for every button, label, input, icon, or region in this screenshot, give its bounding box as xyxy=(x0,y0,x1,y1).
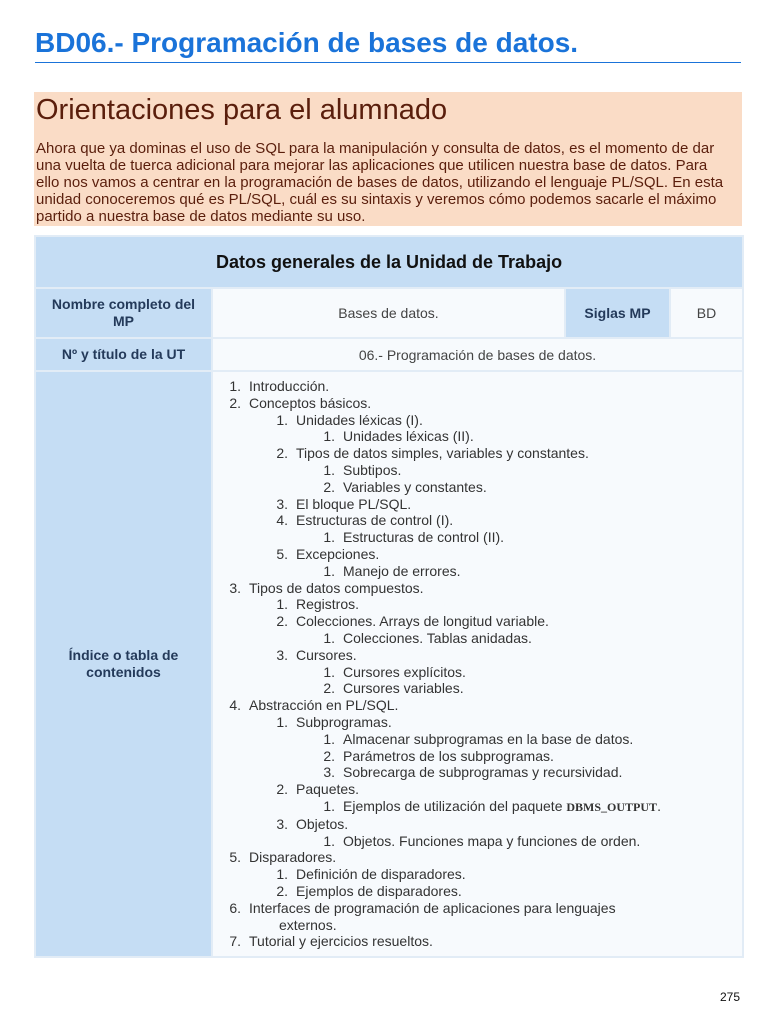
toc-item-text: Manejo de errores. xyxy=(343,562,461,579)
toc-item-text: Excepciones. xyxy=(296,545,380,562)
toc-item-text: Tipos de datos simples, variables y constantes. xyxy=(296,445,589,462)
nombre-mp-value: Bases de datos. xyxy=(212,288,565,338)
toc-list xyxy=(213,378,742,950)
toc-item xyxy=(213,428,742,445)
toc-item-text: Tutorial y ejercicios resueltos. xyxy=(249,933,433,950)
toc-item xyxy=(213,664,742,681)
toc-item-number: 1. xyxy=(229,378,241,394)
toc-item-text: Tipos de datos compuestos. xyxy=(249,579,424,596)
toc-item-number: 5. xyxy=(229,849,241,866)
toc-item-text: Disparadores. xyxy=(249,849,337,866)
toc-item-text: Unidades léxicas (I). xyxy=(296,411,423,428)
orientaciones-line: unidad conoceremos qué es PL/SQL, cuál es su sintaxis y veremos cómo podemos sacarle el máximo xyxy=(36,191,717,208)
toc-item xyxy=(213,781,742,798)
toc-item-number: 1. xyxy=(323,663,335,680)
toc-item-number: 2. xyxy=(276,613,288,630)
toc-item-number: 3. xyxy=(229,579,241,596)
toc-item-text: Interfaces de programación de aplicaciones para lenguajes xyxy=(249,899,616,916)
siglas-mp-value: BD xyxy=(670,288,743,338)
toc-item xyxy=(213,613,742,630)
toc-item xyxy=(213,917,742,934)
page-title: BD06.- Programación de bases de datos. xyxy=(35,25,741,63)
toc-item-text: Colecciones. Tablas anidadas. xyxy=(343,629,532,646)
toc-item xyxy=(213,479,742,496)
toc-item-text: Cursores explícitos. xyxy=(343,663,466,680)
datos-generales-table xyxy=(34,235,744,958)
toc-item-number: 2. xyxy=(276,882,288,899)
toc-item-text: Parámetros de los subprogramas. xyxy=(343,747,554,764)
toc-item-text: Paquetes. xyxy=(296,781,360,798)
toc-item xyxy=(213,764,742,781)
toc-item-number: 1. xyxy=(323,730,335,747)
nombre-mp-label: Nombre completo del MP xyxy=(35,288,212,338)
toc-item-number: 1. xyxy=(276,596,288,613)
toc-item xyxy=(213,630,742,647)
toc-item-text: Definición de disparadores. xyxy=(296,866,466,883)
toc-item-text: Unidades léxicas (II). xyxy=(343,428,474,445)
orientaciones-line: partido a nuestra base de datos mediante su uso. xyxy=(36,208,366,225)
indice-label: Índice o tabla de contenidos xyxy=(35,371,212,957)
toc-item-number: 1. xyxy=(323,797,335,814)
toc-item xyxy=(213,580,742,597)
toc-item-text: Colecciones. Arrays de longitud variable. xyxy=(296,613,549,630)
toc-item-text: Estructuras de control (I). xyxy=(296,512,454,529)
toc-item xyxy=(213,714,742,731)
toc-item xyxy=(213,596,742,613)
toc-item-number: 2. xyxy=(323,680,335,697)
toc-item-number: 1. xyxy=(323,428,335,445)
toc-item-text: Subprogramas. xyxy=(296,713,392,730)
indice-content xyxy=(212,371,743,957)
toc-item xyxy=(213,647,742,664)
ut-value: 06.- Programación de bases de datos. xyxy=(212,338,743,371)
toc-item-text: Ejemplos de disparadores. xyxy=(296,882,462,899)
orientaciones-text xyxy=(36,140,742,225)
toc-item xyxy=(213,563,742,580)
toc-item-text: Cursores variables. xyxy=(343,680,464,697)
toc-item xyxy=(213,445,742,462)
toc-item xyxy=(213,395,742,412)
toc-item xyxy=(213,883,742,900)
toc-item xyxy=(213,680,742,697)
page-number: 275 xyxy=(719,990,740,1004)
toc-item-text: El bloque PL/SQL. xyxy=(296,495,412,512)
toc-item xyxy=(213,866,742,883)
toc-item xyxy=(213,529,742,546)
toc-item-number: 3. xyxy=(276,646,288,663)
toc-item-text: Objetos. Funciones mapa y funciones de orden. xyxy=(343,832,641,849)
orientaciones-line: Ahora que ya dominas el uso de SQL para la manipulación y consulta de datos, es el momento de dar xyxy=(36,140,715,157)
orientaciones-title: Orientaciones para el alumnado xyxy=(36,94,448,126)
toc-item xyxy=(213,731,742,748)
orientaciones-line: ello nos vamos a centrar en la programación de bases de datos, utilizando el lenguaje PL/SQL. En esta xyxy=(36,174,724,191)
toc-item-number: 1. xyxy=(323,529,335,546)
toc-item xyxy=(213,833,742,850)
toc-item xyxy=(213,933,742,950)
toc-item-text: Variables y constantes. xyxy=(343,478,487,495)
toc-item-number: 2. xyxy=(323,747,335,764)
toc-item-number: 2. xyxy=(229,394,241,411)
toc-item-number: 3. xyxy=(323,764,335,781)
toc-item xyxy=(213,849,742,866)
toc-item-number: 5. xyxy=(276,545,288,562)
toc-item-text: Almacenar subprogramas en la base de datos. xyxy=(343,730,634,747)
orientaciones-line: una vuelta de tuerca adicional para mejorar las aplicaciones que utilicen nuestra base de datos. Para xyxy=(36,157,708,174)
toc-item-number: 1. xyxy=(323,461,335,478)
ut-label: Nº y título de la UT xyxy=(35,338,212,371)
toc-item-text: Estructuras de control (II). xyxy=(343,529,505,546)
toc-item xyxy=(213,748,742,765)
toc-item xyxy=(213,512,742,529)
toc-item xyxy=(213,900,742,917)
toc-item-text: Subtipos. xyxy=(343,461,402,478)
toc-item-number: 1. xyxy=(276,411,288,428)
toc-item-number: 4. xyxy=(276,512,288,529)
toc-item xyxy=(213,697,742,714)
toc-item-text: Abstracción en PL/SQL. xyxy=(249,697,399,714)
toc-item-number: 3. xyxy=(276,495,288,512)
toc-item-text: Ejemplos de utilización del paquete xyxy=(343,797,567,814)
toc-item xyxy=(213,546,742,563)
toc-item-number: 1. xyxy=(323,562,335,579)
toc-item-text: Registros. xyxy=(296,596,360,613)
toc-item-after: . xyxy=(657,797,661,814)
toc-item-number: 3. xyxy=(276,815,288,832)
toc-item-number: 2. xyxy=(276,781,288,798)
orientaciones-section xyxy=(34,92,742,226)
toc-item-number: 1. xyxy=(276,866,288,883)
toc-item-text: Cursores. xyxy=(296,646,357,663)
toc-item-number: 1. xyxy=(323,832,335,849)
toc-item xyxy=(213,816,742,833)
toc-item-number: 1. xyxy=(276,713,288,730)
toc-item-text: Conceptos básicos. xyxy=(249,394,372,411)
toc-item-text: Objetos. xyxy=(296,815,349,832)
siglas-mp-label: Siglas MP xyxy=(565,288,670,338)
toc-item-number: 2. xyxy=(276,445,288,462)
toc-item-number: 4. xyxy=(229,697,241,714)
toc-item-number: 1. xyxy=(323,629,335,646)
toc-item xyxy=(213,798,742,816)
toc-item xyxy=(213,412,742,429)
toc-item xyxy=(213,378,742,395)
toc-item-number: 6. xyxy=(229,899,241,916)
toc-item-text: Sobrecarga de subprogramas y recursividad. xyxy=(343,764,623,781)
toc-item-number: 2. xyxy=(323,478,335,495)
toc-item-text: externos. xyxy=(279,916,337,933)
toc-item-code: DBMS_OUTPUT xyxy=(566,799,658,814)
table-header: Datos generales de la Unidad de Trabajo xyxy=(35,236,743,288)
toc-item-number: 7. xyxy=(229,933,241,950)
toc-item xyxy=(213,462,742,479)
toc-item-text: Introducción. xyxy=(249,378,330,394)
toc-item xyxy=(213,496,742,513)
